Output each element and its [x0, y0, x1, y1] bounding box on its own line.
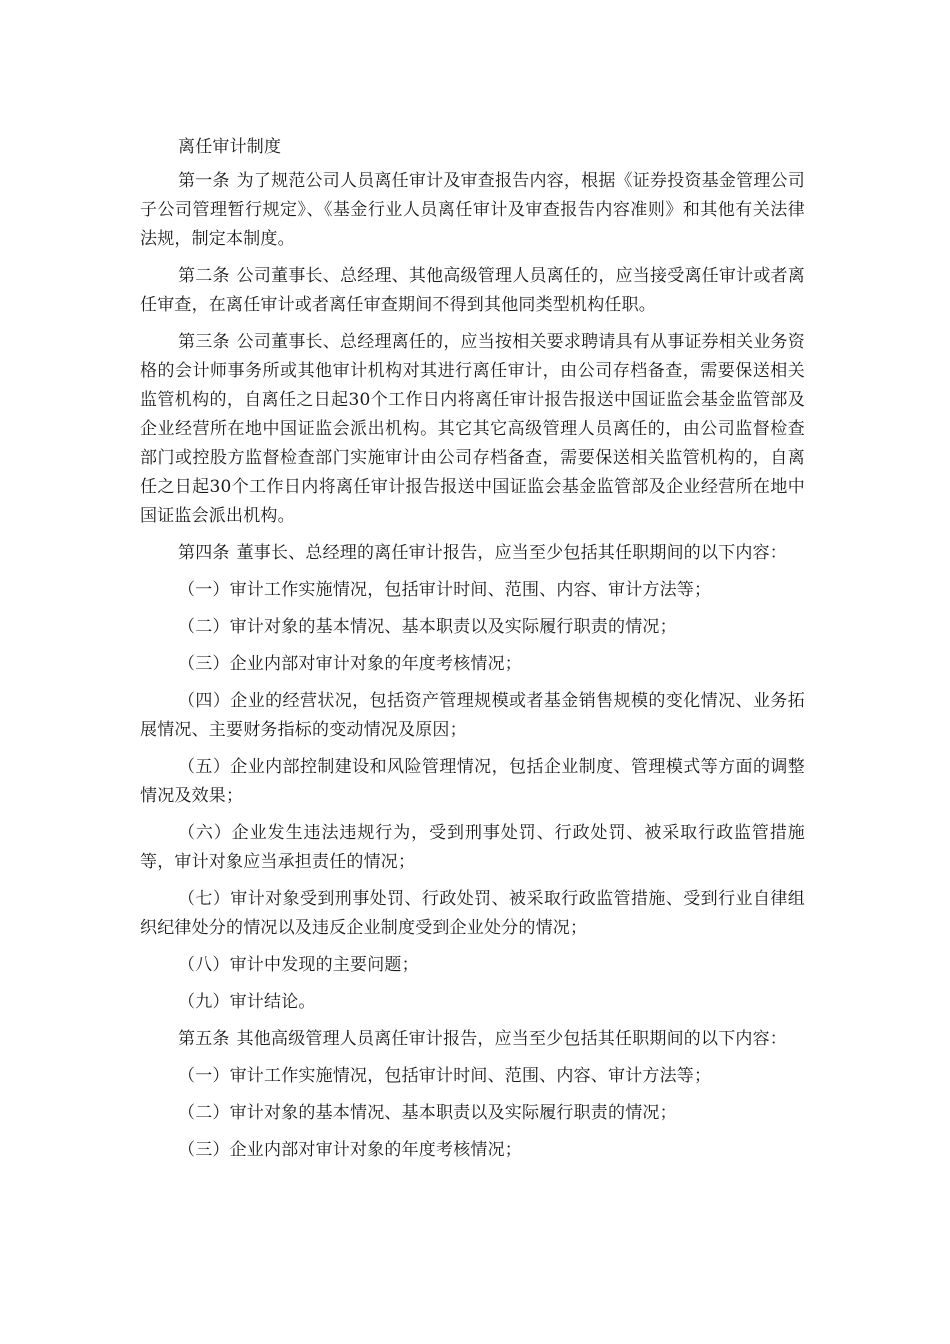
article-4-label: 第四条: [178, 543, 230, 563]
article-5-item-3: （三）企业内部对审计对象的年度考核情况；: [178, 1140, 522, 1160]
article-4-item-8: （八）审计中发现的主要问题；: [178, 955, 419, 975]
article-4-item-4: （四）企业的经营状况，包括资产管理规模或者基金销售规模的变化情况、业务拓展情况、主要财务指标的变动情况及原因；: [140, 691, 805, 740]
article-4-item-1: （一）审计工作实施情况，包括审计时间、范围、内容、审计方法等；: [178, 580, 712, 600]
article-4-item-6: （六）企业发生违法违规行为，受到刑事处罚、行政处罚、被采取行政监管措施等，审计对象应当承担责任的情况；: [140, 823, 805, 872]
article-1-label: 第一条: [178, 171, 230, 191]
article-4-item-2: （二）审计对象的基本情况、基本职责以及实际履行职责的情况；: [178, 617, 677, 637]
article-4-item-5: （五）企业内部控制建设和风险管理情况，包括企业制度、管理模式等方面的调整情况及效果；: [140, 757, 805, 806]
article-2-text: 公司董事长、总经理、其他高级管理人员离任的，应当接受离任审计或者离任审查，在离任审计或者离任审查期间不得到其他同类型机构任职。: [140, 266, 805, 315]
document-body: [140, 133, 805, 1173]
article-2: [140, 262, 805, 320]
article-3: [140, 328, 805, 531]
article-5-item-1: （一）审计工作实施情况，包括审计时间、范围、内容、审计方法等；: [178, 1066, 712, 1086]
article-4-item-9: （九）审计结论。: [178, 992, 316, 1012]
article-5-text: 其他高级管理人员离任审计报告，应当至少包括其任职期间的以下内容：: [236, 1029, 788, 1049]
article-1: [140, 167, 805, 254]
article-5: [140, 1025, 805, 1054]
article-3-label: 第三条: [178, 332, 230, 352]
article-5-item-2: （二）审计对象的基本情况、基本职责以及实际履行职责的情况；: [178, 1103, 677, 1123]
article-4-text: 董事长、总经理的离任审计报告，应当至少包括其任职期间的以下内容：: [236, 543, 788, 563]
article-4-item-3: （三）企业内部对审计对象的年度考核情况；: [178, 654, 522, 674]
article-4: [140, 539, 805, 568]
document-title: 离任审计制度: [178, 137, 282, 157]
article-1-text: 为了规范公司人员离任审计及审查报告内容，根据《证券投资基金管理公司子公司管理暂行规定》、《基金行业人员离任审计及审查报告内容准则》和其他有关法律法规，制定本制度。: [140, 171, 805, 249]
article-5-label: 第五条: [178, 1029, 230, 1049]
article-2-label: 第二条: [178, 266, 230, 286]
article-4-item-7: （七）审计对象受到刑事处罚、行政处罚、被采取行政监管措施、受到行业自律组织纪律处分的情况以及违反企业制度受到企业处分的情况；: [140, 889, 805, 938]
article-3-text: 公司董事长、总经理离任的，应当按相关要求聘请具有从事证券相关业务资格的会计师事务所或其他审计机构对其进行离任审计，由公司存档备查，需要保送相关监管机构的，自离任之日起30个工作日内将离任审计报告报送中国证监会基金监管部及企业经营所在地中国证监会派出机构。其它其它高级管理人员离任的，由公司监督检查部门或控股方监督检查部门实施审计由公司存档备查，需要保送相关监管机构的，自离任之日起30个工作日内将离任审计报告报送中国证监会基金监管部及企业经营所在地中国证监会派出机构。: [140, 332, 805, 526]
